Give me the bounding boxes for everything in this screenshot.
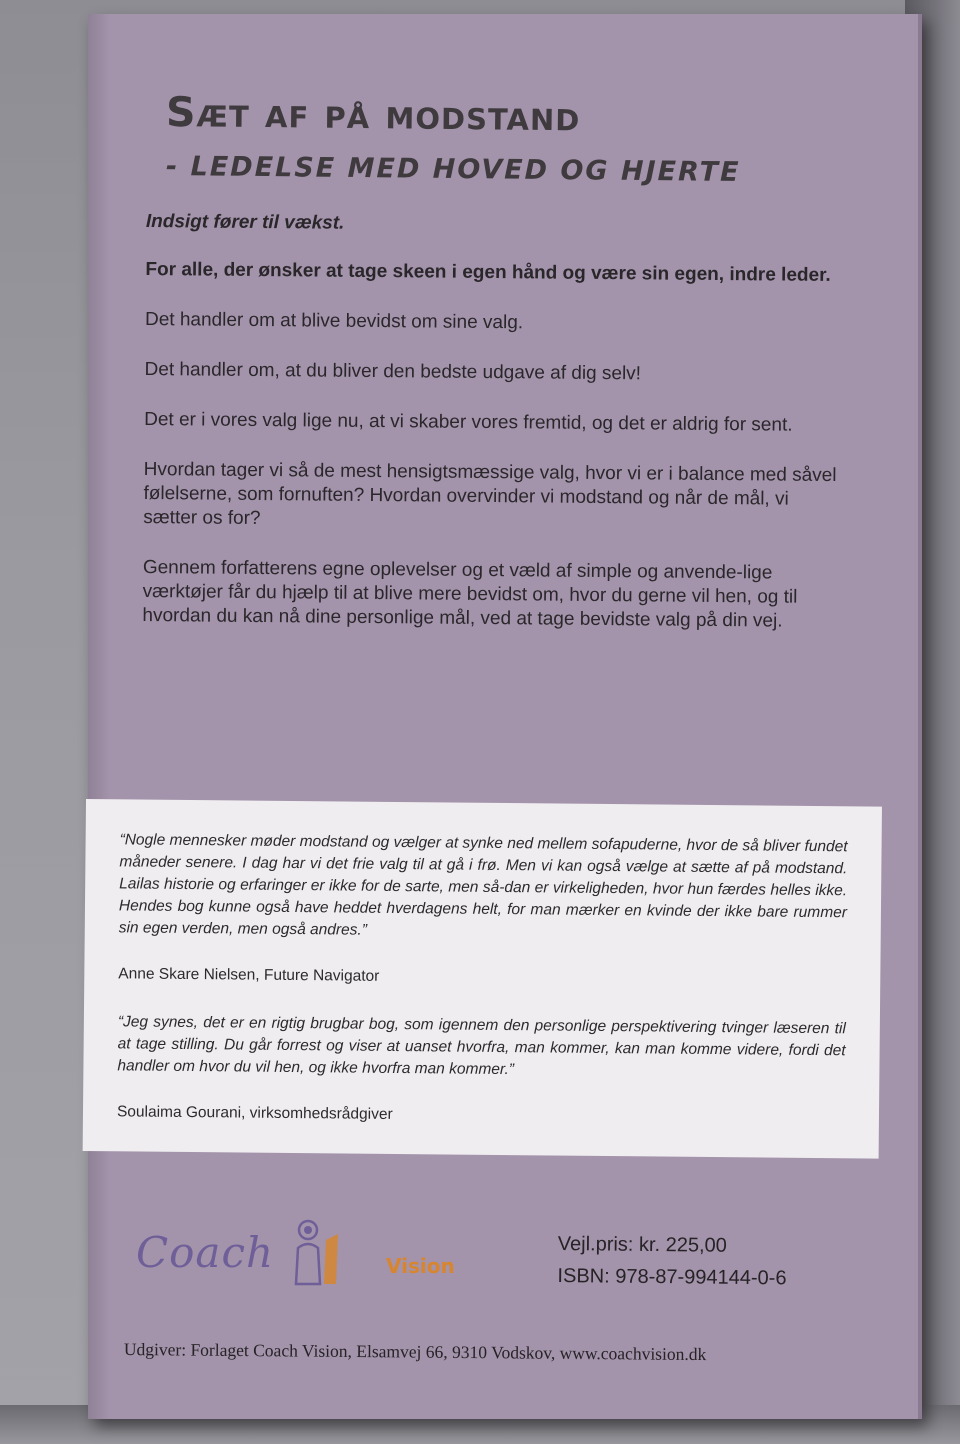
price-label: Vejl.pris: kr. 225,00 [557, 1232, 727, 1257]
blurb [142, 210, 846, 660]
endorsement-author: Anne Skare Nielsen, Future Navigator [118, 965, 380, 985]
endorsement-author: Soulaima Gourani, virksomhedsrådgiver [116, 1103, 393, 1123]
blurb-paragraph: Det handler om, at du bliver den bedste udgave af dig selv! [144, 358, 642, 385]
publisher-line: Udgiver: Forlaget Coach Vision, Elsamvej 66, 9310 Vodskov, www.coachvision.dk [123, 1339, 707, 1365]
blurb-paragraph: Det er i vores valg lige nu, at vi skaber vores fremtid, og det er aldrig for sent. [144, 408, 793, 436]
blurb-paragraph: Hvordan tager vi så de mest hensigtsmæssige valg, hvor vi er i balance med såvel følelserne, som fornuften? Hvordan overvinder vi modstand og når de mål, vi sætter os for? [143, 458, 837, 530]
logo-vision-text: Vision [386, 1254, 455, 1278]
isbn-label: ISBN: 978-87-994144-0-6 [557, 1264, 787, 1290]
endorsement-box [83, 799, 882, 1159]
logo-coach-text: Coach [136, 1228, 275, 1277]
price-block [557, 1228, 878, 1295]
blurb-tagline: Indsigt fører til vækst. [145, 210, 345, 234]
spine-shading [88, 14, 110, 1419]
endorsement-quote: “Jeg synes, det er en rigtig brugbar bog, som igennem den personlige perspektivering tvinger læseren til at tage stilling. Du går forrest og viser at uanset hvorfra, man kommer, kan man komme videre, fordi det handler om hvor du vil hen, og ikke hvorfra man kommer.” [117, 1013, 846, 1079]
book-title: Sæt af på modstand [165, 88, 581, 141]
publisher-logo [136, 1214, 516, 1304]
book-subtitle: - LEDELSE MED HOVED OG HJERTE [165, 151, 741, 189]
endorsements [117, 829, 848, 1156]
blurb-paragraph: Gennem forfatterens egne oplevelser og et væld af simple og anvende-lige værktøjer får du hjælp til at blive mere bevidst om, hvor du gerne vil hen, og til hvordan du kan nå dine personlige mål, ved at tage bevidste valg på din vej. [142, 556, 798, 632]
book-back-cover [88, 14, 922, 1419]
blurb-paragraph: Det handler om at blive bevidst om sine valg. [144, 308, 524, 334]
endorsement-quote: “Nogle mennesker møder modstand og vælger at synke ned mellem sofapuderne, hvor de så bliver fundet måneder senere. I dag har vi det frie valg til at gå i frø. Men vi kan også vælge at sætte af på modstand. Lailas historie og erfaringer er ikke for de sarte, men så-dan er virkeligheden, hvor hun færdes helles ikke. Hendes bog kunne også have heddet hverdagens helt, for man mærker en kvinde der ikke bare rummer sin egen verden, men også andres.” [118, 831, 848, 939]
logo-figure-icon [286, 1214, 346, 1294]
blurb-paragraph: For alle, der ønsker at tage skeen i egen hånd og være sin egen, indre leder. [145, 258, 831, 286]
